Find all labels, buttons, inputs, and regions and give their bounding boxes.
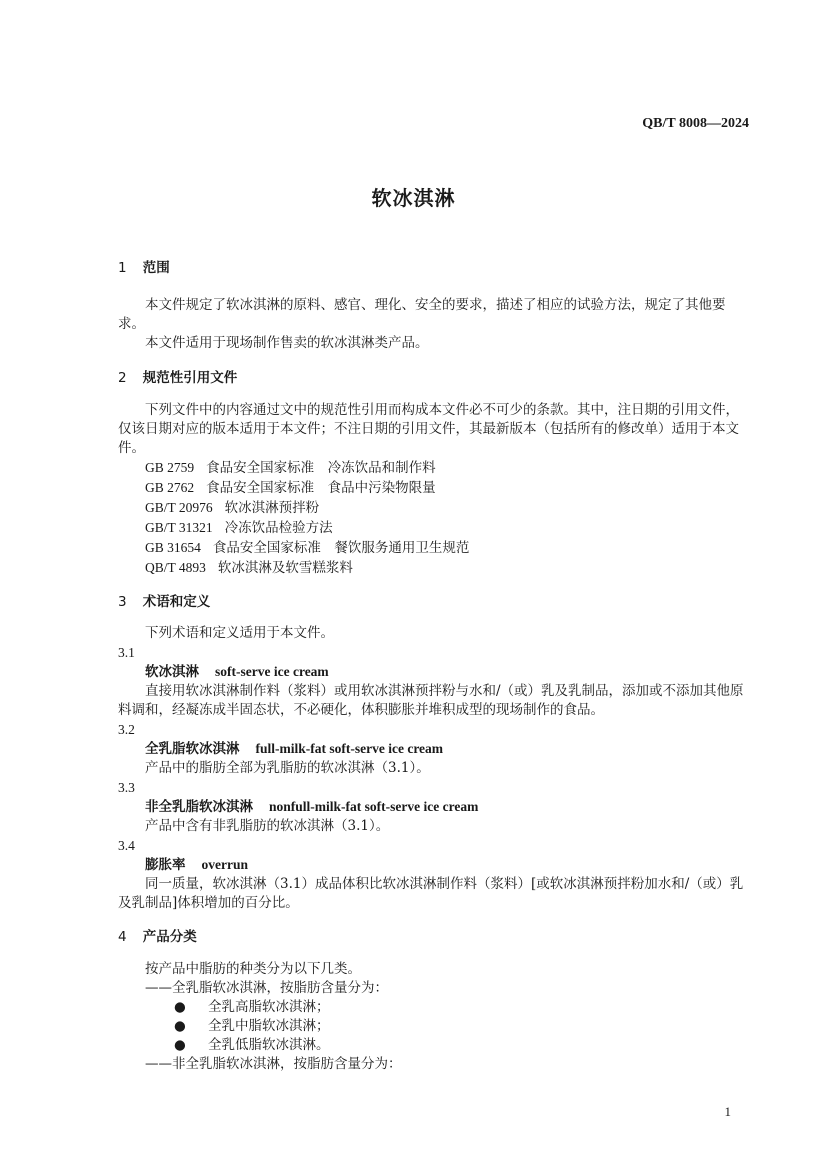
paragraph: 按产品中脂肪的种类分为以下几类。 [145, 961, 361, 977]
reference-code: GB/T 20976 [145, 500, 213, 515]
reference-title: 食品安全国家标准 餐饮服务通用卫生规范 [212, 540, 470, 556]
reference-item [118, 538, 750, 558]
reference-item [118, 478, 750, 498]
term-en: overrun [201, 857, 248, 872]
section-number: 2 [118, 370, 127, 386]
clause-number: 3.4 [118, 838, 135, 853]
section-title: 范围 [142, 260, 170, 276]
reference-code: GB/T 31321 [145, 520, 213, 535]
section-title: 规范性引用文件 [142, 370, 238, 386]
dash-list-item: ——全乳脂软冰淇淋，按脂肪含量分为： [145, 980, 388, 996]
section-heading-terms [118, 592, 750, 612]
bullet-item [118, 1017, 750, 1036]
term-zh: 非全乳脂软冰淇淋 [145, 799, 253, 815]
term-definition: 同一质量，软冰淇淋（3.1）成品体积比软冰淇淋制作料（浆料）[或软冰淇淋预拌粉加水和/（或）乳及乳制品]体积增加的百分比。 [118, 876, 744, 911]
section-title: 产品分类 [142, 929, 197, 945]
reference-code: QB/T 4893 [145, 560, 206, 575]
clause-number: 3.2 [118, 722, 135, 737]
term-en: nonfull-milk-fat soft-serve ice cream [269, 799, 479, 814]
reference-title: 食品安全国家标准 冷冻饮品和制作料 [206, 460, 436, 476]
reference-item [118, 558, 750, 578]
bullet-item [118, 1036, 750, 1055]
reference-code: GB 2762 [145, 480, 195, 495]
reference-item [118, 458, 750, 478]
term-entry [118, 739, 750, 759]
page-number: 1 [724, 1104, 731, 1119]
bullet-dot-icon: ● [174, 1037, 186, 1053]
bullet-text: 全乳中脂软冰淇淋； [208, 1018, 330, 1034]
reference-title: 软冰淇淋及软雪糕浆料 [217, 560, 353, 576]
section-heading-classification [118, 927, 750, 947]
section-number: 3 [118, 594, 127, 610]
paragraph: 本文件规定了软冰淇淋的原料、感官、理化、安全的要求，描述了相应的试验方法，规定了其他要求。 [118, 297, 726, 332]
term-definition: 直接用软冰淇淋制作料（浆料）或用软冰淇淋预拌粉与水和/（或）乳及乳制品，添加或不添加其他原料调和，经凝冻成半固态状，不必硬化，体积膨胀并堆积成型的现场制作的食品。 [118, 683, 744, 718]
document-body [118, 258, 750, 1074]
term-zh: 膨胀率 [145, 857, 186, 873]
reference-code: GB 31654 [145, 540, 201, 555]
bullet-text: 全乳高脂软冰淇淋； [208, 999, 330, 1015]
reference-title: 软冰淇淋预拌粉 [224, 500, 320, 516]
term-entry [118, 662, 750, 682]
reference-code: GB 2759 [145, 460, 195, 475]
reference-title: 冷冻饮品检验方法 [224, 520, 333, 536]
paragraph: 下列文件中的内容通过文中的规范性引用而构成本文件必不可少的条款。其中，注日期的引用文件，仅该日期对应的版本适用于本文件；不注日期的引用文件，其最新版本（包括所有的修改单）适用于本文件。 [118, 402, 739, 456]
bullet-dot-icon: ● [174, 1018, 186, 1034]
bullet-text: 全乳低脂软冰淇淋。 [208, 1037, 330, 1053]
reference-item [118, 498, 750, 518]
term-en: soft-serve ice cream [215, 664, 329, 679]
bullet-dot-icon: ● [174, 999, 186, 1015]
term-zh: 软冰淇淋 [145, 664, 199, 680]
section-heading-scope [118, 258, 750, 278]
doc-number: QB/T 8008—2024 [642, 116, 749, 131]
reference-title: 食品安全国家标准 食品中污染物限量 [206, 480, 436, 496]
section-title: 术语和定义 [142, 594, 211, 610]
reference-item [118, 518, 750, 538]
paragraph: 下列术语和定义适用于本文件。 [145, 625, 334, 641]
dash-list-item: ——非全乳脂软冰淇淋，按脂肪含量分为： [145, 1056, 402, 1072]
term-entry [118, 855, 750, 875]
term-definition: 产品中含有非乳脂肪的软冰淇淋（3.1）。 [145, 818, 390, 834]
page-title: 软冰淇淋 [371, 186, 456, 210]
term-zh: 全乳脂软冰淇淋 [145, 741, 240, 757]
section-number: 4 [118, 929, 127, 945]
clause-number: 3.1 [118, 645, 135, 660]
term-definition: 产品中的脂肪全部为乳脂肪的软冰淇淋（3.1）。 [145, 760, 430, 776]
term-en: full-milk-fat soft-serve ice cream [255, 741, 444, 756]
section-number: 1 [118, 260, 127, 276]
term-entry [118, 797, 750, 817]
clause-number: 3.3 [118, 780, 135, 795]
paragraph: 本文件适用于现场制作售卖的软冰淇淋类产品。 [145, 335, 429, 351]
section-heading-references [118, 368, 750, 388]
bullet-item [118, 998, 750, 1017]
